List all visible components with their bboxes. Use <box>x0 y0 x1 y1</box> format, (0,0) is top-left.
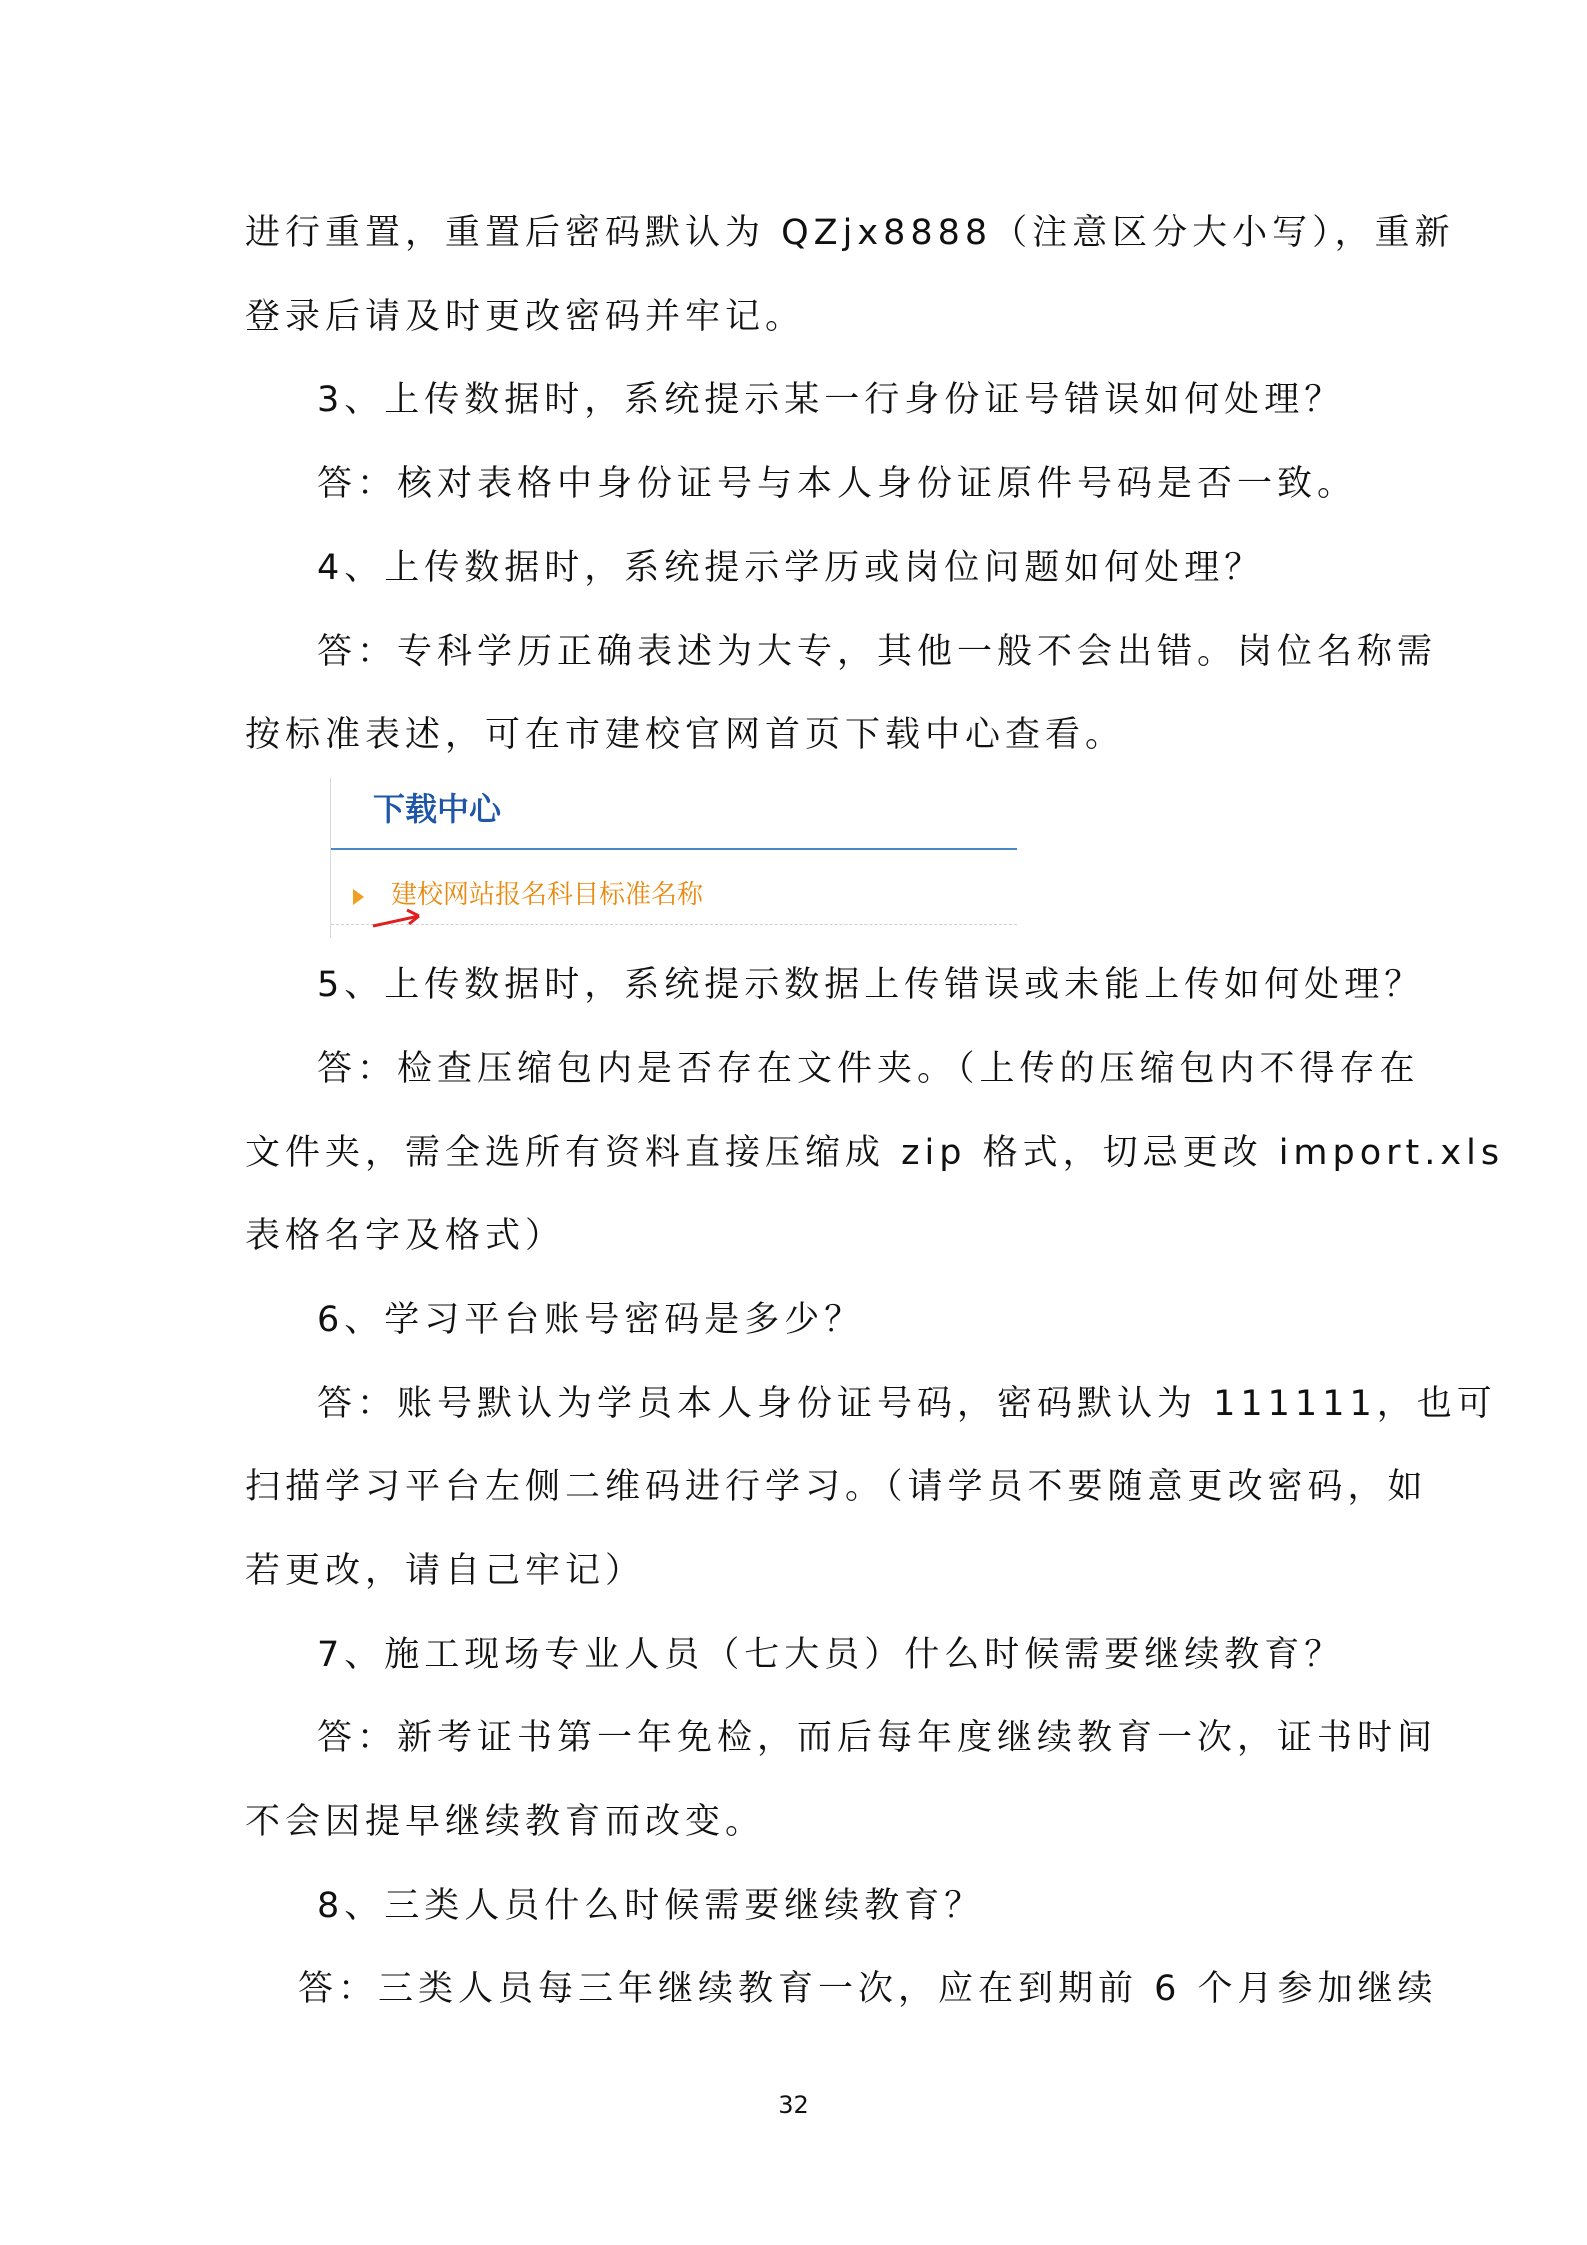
download-link[interactable]: 建校网站报名科目标准名称 <box>391 880 704 910</box>
text-line: 登录后请及时更改密码并牢记。 <box>245 297 806 337</box>
question-5: 5、上传数据时，系统提示数据上传错误或未能上传如何处理？ <box>317 965 1425 1005</box>
page-number: 32 <box>778 2091 809 2119</box>
text-line: 进行重置，重置后密码默认为 QZjx8888（注意区分大小写），重新 <box>245 213 1455 253</box>
answer-6-line-2: 扫描学习平台左侧二维码进行学习。（请学员不要随意更改密码，如 <box>245 1467 1428 1507</box>
answer-8-line-1: 答：三类人员每三年继续教育一次，应在到期前 6 个月参加继续 <box>298 1969 1438 2009</box>
question-8: 8、三类人员什么时候需要继续教育？ <box>317 1886 985 1926</box>
download-center-screenshot <box>330 778 1023 938</box>
answer-5-line-3: 表格名字及格式） <box>245 1216 566 1256</box>
answer-6-line-1: 答：账号默认为学员本人身份证号码，密码默认为 111111，也可 <box>317 1384 1497 1424</box>
answer-4-line-1: 答：专科学历正确表述为大专，其他一般不会出错。岗位名称需 <box>317 632 1438 672</box>
answer-7-line-1: 答：新考证书第一年免检，而后每年度继续教育一次，证书时间 <box>317 1718 1438 1758</box>
answer-5-line-2: 文件夹，需全选所有资料直接压缩成 zip 格式，切忌更改 import.xls <box>245 1133 1505 1173</box>
question-4: 4、上传数据时，系统提示学历或岗位问题如何处理？ <box>317 548 1265 588</box>
answer-5-line-1: 答：检查压缩包内是否存在文件夹。（上传的压缩包内不得存在 <box>317 1049 1420 1089</box>
answer-3: 答：核对表格中身份证号与本人身份证原件号码是否一致。 <box>317 464 1358 504</box>
question-6: 6、学习平台账号密码是多少？ <box>317 1300 865 1340</box>
answer-4-line-2: 按标准表述，可在市建校官网首页下载中心查看。 <box>245 715 1126 755</box>
download-center-item[interactable] <box>331 874 1017 925</box>
triangle-bullet-icon <box>353 889 364 905</box>
download-center-divider <box>331 848 1017 850</box>
download-center-title: 下载中心 <box>373 790 502 828</box>
answer-6-line-3: 若更改，请自己牢记） <box>245 1551 646 1591</box>
answer-7-line-2: 不会因提早继续教育而改变。 <box>245 1802 766 1842</box>
question-7: 7、施工现场专业人员（七大员）什么时候需要继续教育？ <box>317 1635 1345 1675</box>
red-arrow-icon <box>367 904 437 930</box>
question-3: 3、上传数据时，系统提示某一行身份证号错误如何处理？ <box>317 380 1345 420</box>
